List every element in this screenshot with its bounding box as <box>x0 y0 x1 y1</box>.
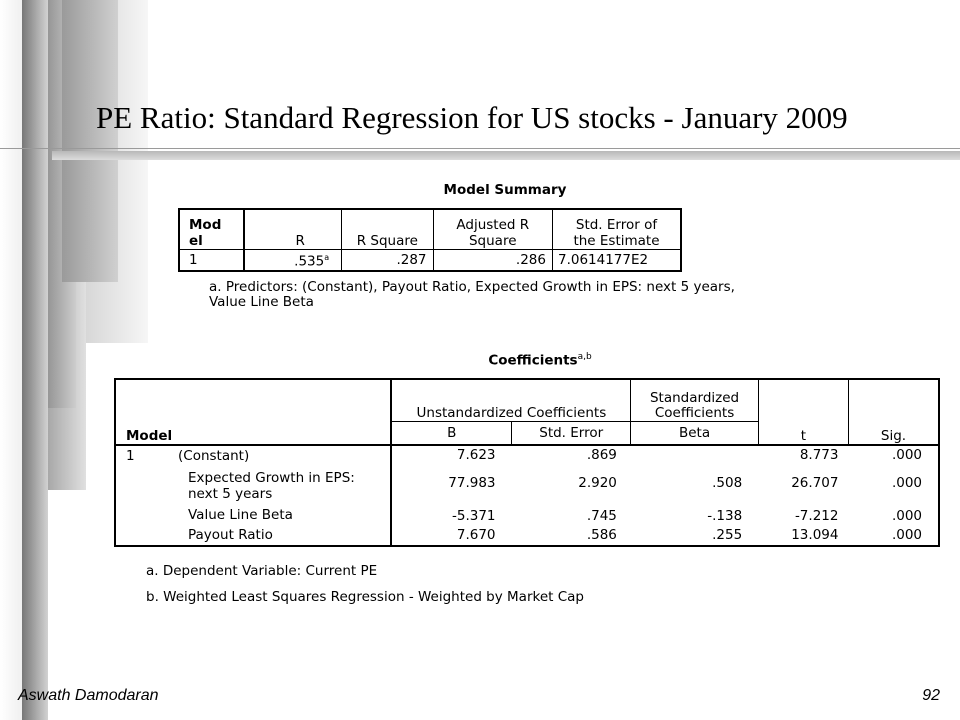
title-rule-thin <box>0 148 960 149</box>
col-header-beta: Beta <box>631 421 758 445</box>
decor-bar <box>0 0 22 720</box>
slide-title: PE Ratio: Standard Regression for US stocks - January 2009 <box>96 100 848 135</box>
cell-label: Value Line Beta <box>115 502 391 524</box>
table-row <box>115 464 939 502</box>
col-header-model: Mod el <box>179 209 244 249</box>
coefficients-table <box>114 378 940 547</box>
col-header-r: R <box>244 209 341 249</box>
cell-std-error: .586 <box>586 526 617 543</box>
cell-t: -7.212 <box>794 508 839 524</box>
col-header-adj-r-square: Adjusted R Square <box>433 209 552 249</box>
footer-author: Aswath Damodaran <box>18 687 159 704</box>
cell-std-error: 2.920 <box>578 475 617 491</box>
cell-label: Payout Ratio <box>115 524 391 546</box>
cell-model: 1 <box>179 249 244 271</box>
coefficients-notes: a. Dependent Variable: Current PE b. Weighted Least Squares Regression - Weighted by Market Cap <box>146 563 584 605</box>
cell-std-error: .745 <box>586 508 617 524</box>
table-row <box>115 502 939 524</box>
cell-sig: .000 <box>891 475 922 491</box>
col-header-std-error: Std. Error <box>512 421 631 445</box>
col-header-r-square: R Square <box>342 209 433 249</box>
cell-beta: .508 <box>712 475 743 491</box>
title-rule-thick <box>52 151 960 160</box>
model-summary-notes: a. Predictors: (Constant), Payout Ratio, Expected Growth in EPS: next 5 years, Value Line Beta <box>209 279 735 310</box>
cell-sig: .000 <box>891 508 922 524</box>
cell-std-error: .869 <box>586 447 617 463</box>
cell-label: 1 (Constant) <box>115 445 391 464</box>
col-header-model: Model <box>115 379 391 445</box>
col-header-sig: Sig. <box>848 379 939 445</box>
page-number: 92 <box>922 687 940 704</box>
cell-t: 26.707 <box>791 475 839 491</box>
cell-adj-r-square: .286 <box>433 249 552 271</box>
cell-b: -5.371 <box>452 508 496 524</box>
coefficients-caption: Coefficients$^{a,b}$ <box>488 352 592 369</box>
cell-r: .535$^a$ <box>294 253 330 270</box>
cell-b: 77.983 <box>448 475 496 491</box>
cell-b: 7.670 <box>456 526 496 543</box>
cell-std-error: 7.0614177E2 <box>552 249 681 271</box>
cell-r-square: .287 <box>342 249 433 271</box>
col-header-b: B <box>391 421 511 445</box>
model-summary-caption: Model Summary <box>443 182 567 198</box>
table-row <box>115 524 939 546</box>
col-header-std-error: Std. Error of the Estimate <box>552 209 681 249</box>
decor-bar <box>22 0 48 720</box>
cell-b: 7.623 <box>456 447 496 463</box>
decor-bar <box>62 0 118 282</box>
cell-beta: .255 <box>712 526 743 543</box>
cell-t: 8.773 <box>799 447 839 463</box>
group-header-standardized: Standardized Coefficients <box>631 379 758 421</box>
table-row <box>179 249 681 271</box>
cell-beta: -.138 <box>707 508 743 524</box>
col-header-t: t <box>758 379 848 445</box>
cell-t: 13.094 <box>791 526 839 543</box>
cell-label: Expected Growth in EPS: next 5 years <box>115 464 391 502</box>
cell-beta <box>631 445 758 464</box>
cell-sig: .000 <box>891 447 922 463</box>
table-row <box>115 445 939 464</box>
group-header-unstandardized: Unstandardized Coefficients <box>391 379 631 421</box>
model-summary-table <box>178 208 682 272</box>
cell-sig: .000 <box>891 526 922 543</box>
